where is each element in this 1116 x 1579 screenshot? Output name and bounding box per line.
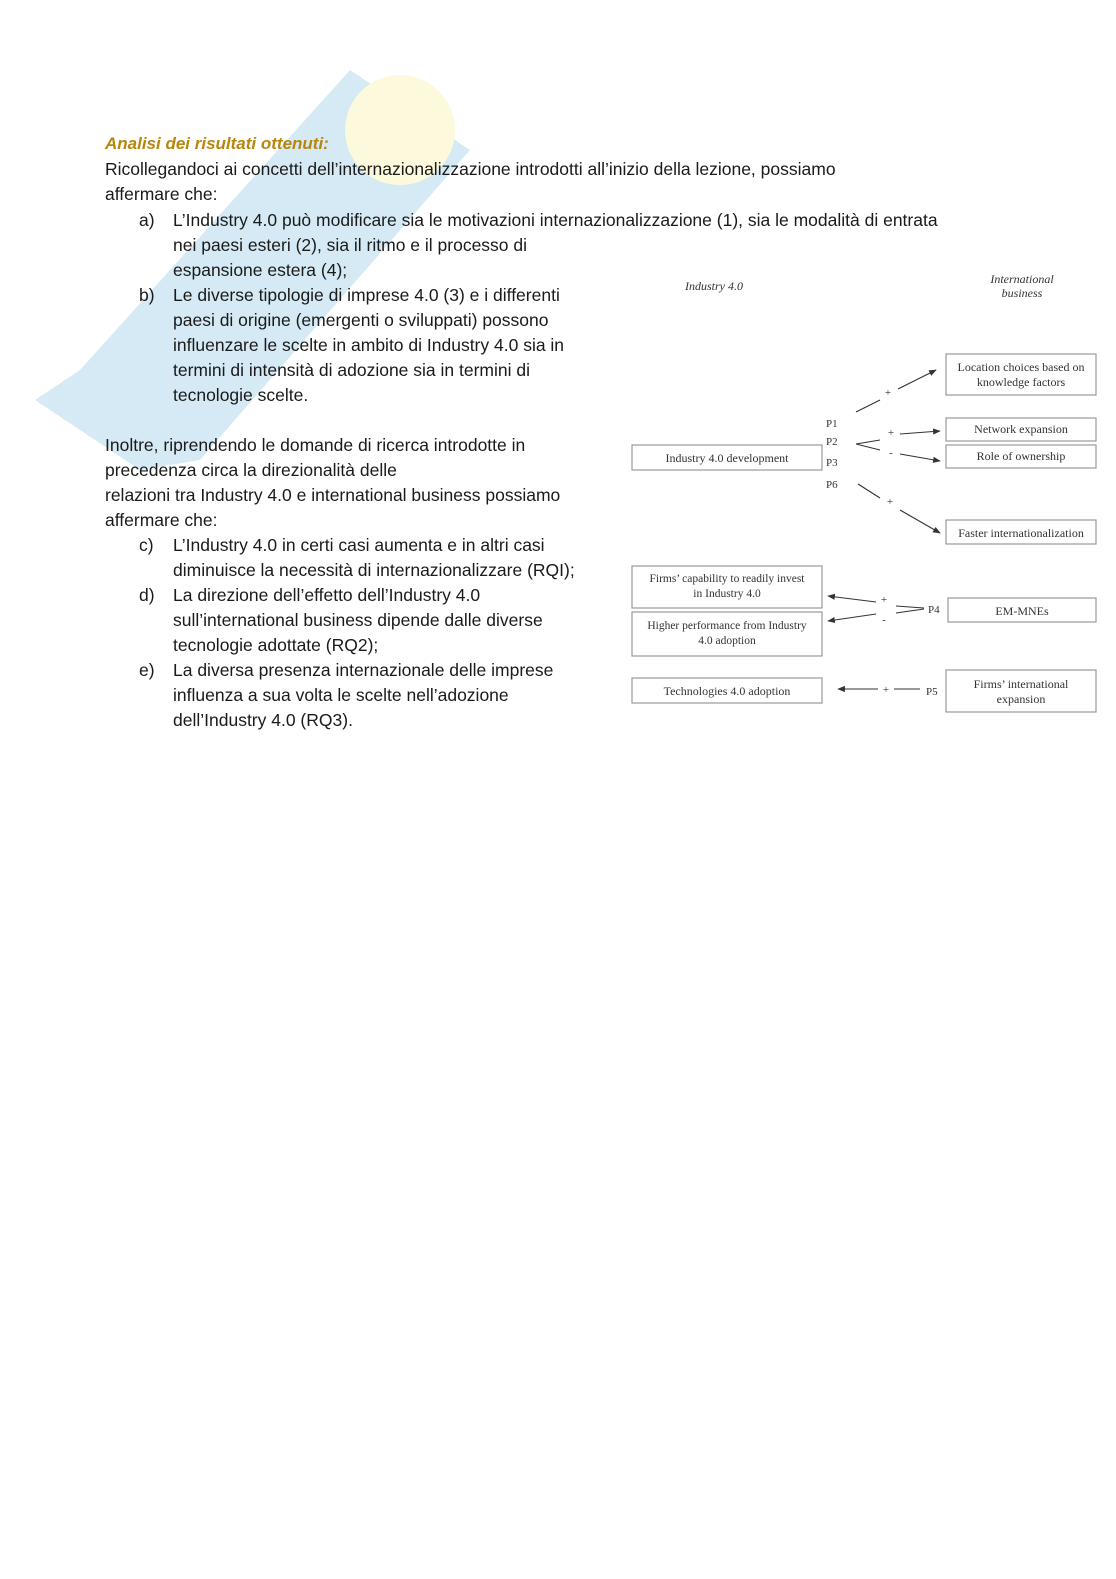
para2-line-1: Inoltre, riprendendo le domande di ricerca introdotte in: [105, 435, 526, 455]
label-p6: P6: [826, 479, 838, 491]
list-b-line-3: influenzare le scelte in ambito di Industry 4.0 sia in: [173, 335, 565, 355]
list-c-line-1: L’Industry 4.0 in certi casi aumenta e in altri casi: [173, 535, 545, 555]
label-em-mnes: EM-MNEs: [995, 604, 1049, 618]
label-faster: Faster internationalization: [958, 526, 1084, 540]
list-e-line-3: dell’Industry 4.0 (RQ3).: [173, 710, 353, 730]
label-expansion-1: Firms’ international: [973, 677, 1069, 691]
list-d-line-1: La direzione dell’effetto dell’Industry 4.0: [173, 585, 481, 605]
sign-p5-plus: +: [882, 684, 890, 696]
sign-p2-plus: +: [887, 427, 895, 439]
list-e-line-2: influenza a sua volta le scelte nell’adozione: [173, 685, 509, 705]
para2-line-4: affermare che:: [105, 510, 218, 530]
label-p4: P4: [928, 604, 940, 616]
label-ownership: Role of ownership: [976, 449, 1066, 463]
sign-p3-minus: -: [889, 447, 893, 459]
label-technologies: Technologies 4.0 adoption: [663, 684, 791, 698]
label-location-1: Location choices based on: [957, 360, 1085, 374]
sign-p1-plus: +: [884, 387, 892, 399]
list-marker-b: b): [139, 285, 155, 305]
list-marker-c: c): [139, 535, 154, 555]
section-heading: Analisi dei risultati ottenuti:: [105, 134, 329, 153]
intro-line-1: Ricollegandoci ai concetti dell’internazionalizzazione introdotti all’inizio della lezione, possiamo: [105, 159, 836, 179]
list-d-line-3: tecnologie adottate (RQ2);: [173, 635, 379, 655]
intro-line-2: affermare che:: [105, 184, 218, 204]
list-b-line-4: termini di intensità di adozione sia in termini di: [173, 360, 530, 380]
label-performance-1: Higher performance from Industry: [647, 620, 807, 632]
label-location-2: knowledge factors: [976, 375, 1066, 389]
list-d-line-2: sull’international business dipende dalle diverse: [173, 610, 543, 630]
sign-p6-plus: +: [886, 496, 894, 508]
industry-ib-diagram: [628, 268, 1102, 723]
col-label-industry: Industry 4.0: [685, 279, 743, 293]
list-marker-e: e): [139, 660, 155, 680]
label-p3: P3: [826, 457, 838, 469]
list-e-line-1: La diversa presenza internazionale delle imprese: [173, 660, 554, 680]
label-expansion-2: expansion: [996, 692, 1046, 706]
list-a-line-1: L’Industry 4.0 può modificare sia le motivazioni internazionalizzazione (1), sia le modalità di entrata: [173, 210, 938, 230]
label-capability-1: Firms’ capability to readily invest: [649, 573, 805, 585]
sign-p4-plus: +: [880, 594, 888, 606]
list-b-line-1: Le diverse tipologie di imprese 4.0 (3) e i differenti: [173, 285, 560, 305]
label-p2: P2: [826, 436, 838, 448]
list-b-line-5: tecnologie scelte.: [173, 385, 309, 405]
list-a-line-3: espansione estera (4);: [173, 260, 348, 280]
label-capability-2: in Industry 4.0: [693, 588, 761, 600]
list-a-line-2: nei paesi esteri (2), sia il ritmo e il processo di: [173, 235, 528, 255]
list-marker-d: d): [139, 585, 155, 605]
label-p5: P5: [926, 686, 938, 698]
para2-line-2: precedenza circa la direzionalità delle: [105, 460, 397, 480]
para2-line-3: relazioni tra Industry 4.0 e international business possiamo: [105, 485, 561, 505]
list-c-line-2: diminuisce la necessità di internazionalizzare (RQI);: [173, 560, 575, 580]
col-label-ib-2: business: [1001, 286, 1043, 300]
label-industry-development: Industry 4.0 development: [665, 451, 789, 465]
label-network: Network expansion: [974, 422, 1068, 436]
label-p1: P1: [826, 418, 838, 430]
col-label-ib-1: International: [990, 272, 1054, 286]
list-b-line-2: paesi di origine (emergenti o sviluppati) possono: [173, 310, 549, 330]
list-marker-a: a): [139, 210, 155, 230]
label-performance-2: 4.0 adoption: [698, 635, 756, 647]
sign-p4-minus: -: [882, 614, 886, 626]
box-higher-performance: [632, 612, 822, 656]
